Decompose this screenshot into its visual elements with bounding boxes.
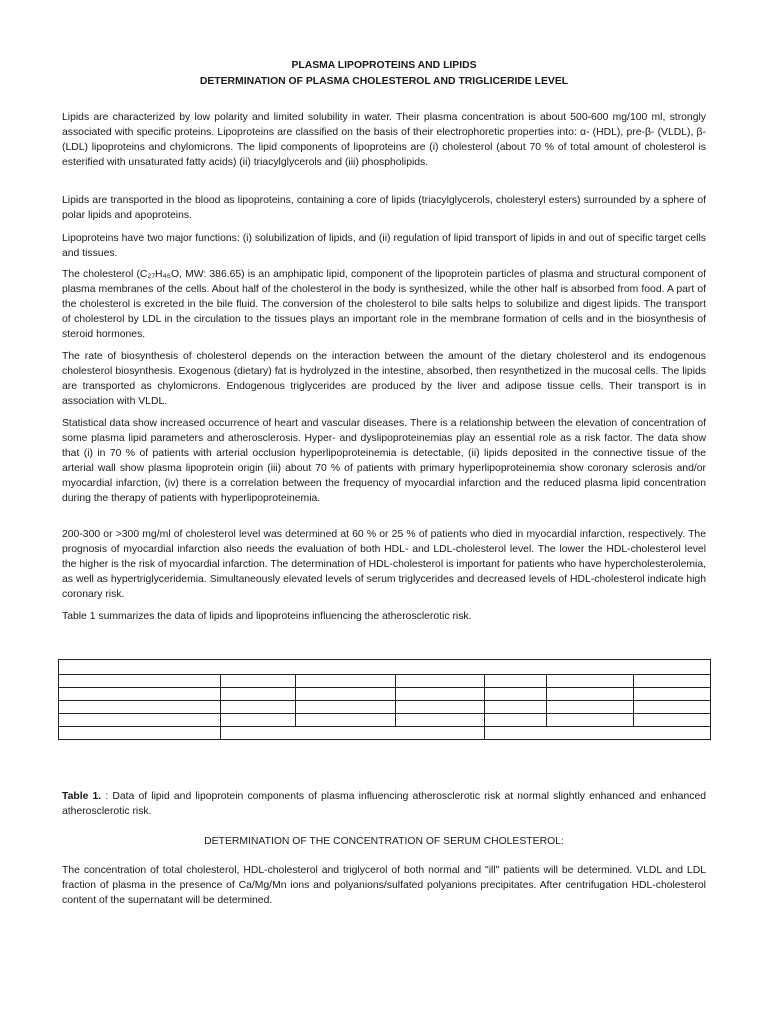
paragraph-determination: The concentration of total cholesterol, HDL-cholesterol and triglycerol of both normal and "ill" patients will be determined. VLDL and LDL fraction of plasma in the presence of Ca/Mg/Mn ions and polyanions/sulfated polyanions precipitates. After centrifugation HDL-cholesterol content of the supernatant will be determined. xyxy=(62,865,706,906)
table-cell xyxy=(396,688,485,701)
table-cell xyxy=(296,714,396,727)
table-cell xyxy=(634,688,711,701)
table-cell xyxy=(634,701,711,714)
table-cell xyxy=(485,714,547,727)
table-cell xyxy=(634,675,711,688)
table-cell xyxy=(59,714,221,727)
paragraph-lipoprotein-functions: Lipoproteins have two major functions: (i) solubilization of lipids, and (ii) regulation of lipid transport of lipids in and out of specific target cells and tissues. xyxy=(62,233,706,259)
table-caption-label: Table 1. xyxy=(62,791,102,802)
table-cell xyxy=(59,660,711,675)
table-cell xyxy=(221,727,485,740)
table-caption-text: : Data of lipid and lipoprotein components of plasma influencing atherosclerotic risk at normal slightly enhanced and enhanced atherosclerotic risk. xyxy=(62,791,706,817)
table-cell xyxy=(485,727,711,740)
section-heading: DETERMINATION OF THE CONCENTRATION OF SERUM CHOLESTEROL: xyxy=(204,836,564,847)
table-cell xyxy=(59,701,221,714)
table-cell xyxy=(547,701,634,714)
risk-data-table xyxy=(58,659,711,740)
table-cell xyxy=(634,714,711,727)
table-row xyxy=(59,727,711,740)
paragraph-lipids-intro: Lipids are characterized by low polarity and limited solubility in water. Their plasma concentration is about 500-600 mg/100 ml, strongly associated with specific proteins. Lipoproteins are classified on the basis of their electrophoretic properties into: α- (HDL), pre-β- (VLDL), β- (LDL) lipoproteins and chylomicrons. The lipid components of lipoproteins are (i) cholesterol (about 70 % of total amount of cholesterol is esterified with unsaturated fatty acids) (ii) triacylglycerols and (iii) phospholipids. xyxy=(62,112,706,168)
table-cell xyxy=(396,714,485,727)
table-cell xyxy=(59,675,221,688)
table-cell xyxy=(547,714,634,727)
table-cell xyxy=(485,701,547,714)
document-subtitle: DETERMINATION OF PLASMA CHOLESTEROL AND TRIGLICERIDE LEVEL xyxy=(199,76,569,87)
table-cell xyxy=(296,688,396,701)
table-cell xyxy=(485,675,547,688)
table-row xyxy=(59,675,711,688)
table-cell xyxy=(296,701,396,714)
table-cell xyxy=(396,675,485,688)
paragraph-lipid-transport: Lipids are transported in the blood as lipoproteins, containing a core of lipids (triacylglycerols, cholesteryl esters) surrounded by a sphere of polar lipids and apoproteins. xyxy=(62,195,706,221)
paragraph-table-intro: Table 1 summarizes the data of lipids and lipoproteins influencing the atherosclerotic risk. xyxy=(62,611,472,622)
table-cell xyxy=(59,688,221,701)
paragraph-cholesterol-levels: 200-300 or >300 mg/ml of cholesterol level was determined at 60 % or 25 % of patients who died in myocardial infarction, respectively. The prognosis of myocardial infarction also needs the evaluation of both HDL- and LDL-cholesterol level. The lower the HDL-cholesterol level the higher is the risk of myocardial infarction. The determination of HDL-cholesterol is important for patients who have hypercholesterolemia, as well as hypertriglyceridemia. Simultaneously elevated levels of serum triglycerides and decreased levels of HDL-cholesterol indicate high coronary risk. xyxy=(62,529,706,600)
table-cell xyxy=(547,675,634,688)
table-cell xyxy=(221,675,296,688)
table-cell xyxy=(59,727,221,740)
table-cell xyxy=(221,688,296,701)
table-cell xyxy=(485,688,547,701)
table-cell xyxy=(547,688,634,701)
document-title: PLASMA LIPOPROTEINS AND LIPIDS xyxy=(291,60,477,71)
table-cell xyxy=(221,714,296,727)
table-cell xyxy=(396,701,485,714)
table-header-row xyxy=(59,660,711,675)
paragraph-biosynthesis: The rate of biosynthesis of cholesterol depends on the interaction between the amount of the dietary cholesterol and its endogenous cholesterol biosynthesis. Exogenous (dietary) fat is hydrolyzed in the intestine, absorbed, then resynthetized in the mucosal cells. The lipids are transported as chylomicrons. Endogenous triglycerides are produced by the liver and adipose tissue cells. Their transport is in association with VLDL. xyxy=(62,351,706,407)
table-row xyxy=(59,688,711,701)
table-cell xyxy=(221,701,296,714)
paragraph-statistics: Statistical data show increased occurrence of heart and vascular diseases. There is a relationship between the elevation of concentration of some plasma lipid parameters and atherosclerosis. Hyper- and dyslipoproteinemias play an essential role as a risk factor. The data show that (i) in 70 % of patients with arterial occlusion hyperlipoproteinemia is detectable, (ii) lipids deposited in the connective tissue of the arterial wall show plasma lipoprotein origin (iii) about 70 % of patients with primary hyperlipoproteinemia show coronary sclerosis and/or myocardial infarction, (iv) there is a correlation between the frequency of myocardial infarction and the reduced plasma lipid concentration during the therapy of patients with hyperlipoproteinemia. xyxy=(62,418,706,504)
table-row xyxy=(59,701,711,714)
table-caption xyxy=(62,789,706,819)
table-cell xyxy=(296,675,396,688)
paragraph-cholesterol: The cholesterol (C₂₇H₄₆O, MW: 386.65) is an amphipatic lipid, component of the lipoprotein particles of plasma and structural component of plasma membranes of the cells. About half of the cholesterol in the body is synthesized, while the other half is absorbed from food. A part of the cholesterol is excreted in the bile fluid. The conversion of the cholesterol to bile salts helps to solubilize and digest lipids. The transport of cholesterol by LDL in the circulation to the tissues plays an important role in the membrane formation of cells and in the biosynthesis of steroid hormones. xyxy=(62,269,706,340)
table-row xyxy=(59,714,711,727)
